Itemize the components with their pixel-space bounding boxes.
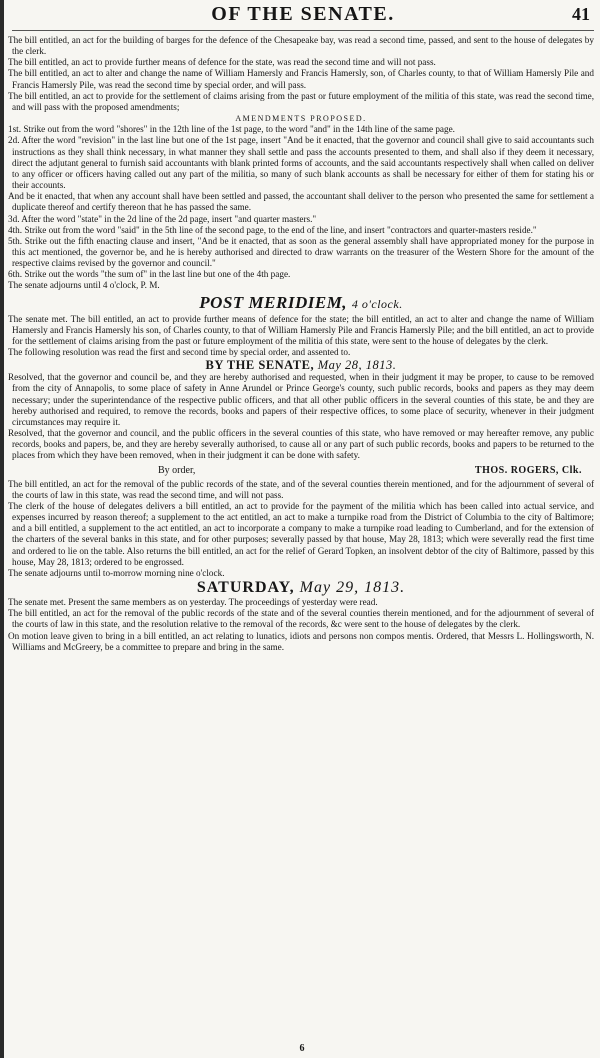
paragraph: The senate met. Present the same members as on yesterday. The proceedings of yesterday were read. [8,597,378,608]
paragraph: The bill entitled, an act to alter and change the name of William Hamersly and Francis Hamersly, son, of Charles county, to that of William Hamersly Pile and Francis Hamersly Pile, was read the second time by special order, and will pass. [8,68,594,90]
by-order-label: By order, [158,465,196,477]
paragraph: The senate met. The bill entitled, an act to provide further means of defence for the state; the bill entitled, an act to alter and change the name of William Hamersly and Francis Hamersly his son, of Charles county, to that of William Hamersly Pile and Francis Hamersly Pile; and the bill entitled, an act to provide for the settlement of claims arising from the past or future employment of the militia of this state, were sent to the house of delegates by the clerk. [8,313,594,346]
adjournment-line: The senate adjourns until to-morrow morning nine o'clock. [8,567,225,578]
amendment-item: 3d. After the word "state" in the 2d line of the 2d page, insert "and quarter masters." [8,213,317,224]
paragraph: The bill entitled, an act for the removal of the public records of the state, and of the several counties therein mentioned, and for the adjournment of several of the courts of law in this state, was read the second time, and will not pass. [8,478,594,500]
page-title: OF THE SENATE. [211,3,395,25]
by-the-senate-date: May 28, 1813. [317,358,397,373]
paragraph: On motion leave given to bring in a bill entitled, an act relating to lunatics, idiots and persons non compos mentis. Ordered, that Messrs L. Hollingsworth, N. Williams and McGreery, be a committee to prepare and bring in the same. [8,630,594,652]
amendment-item: 5th. Strike out the fifth enacting clause and insert, "And be it enacted, that as soon as the general assembly shall have appropriated money for the purpose in this act mentioned, the governor be, and he is hereby authorised and directed to draw warrants on the treasurer of the Western Shore for the amount of the respective claims revised by the governor and council." [8,235,594,269]
saturday-date: May 29, 1813. [299,579,406,597]
post-meridiem-time: 4 o'clock. [351,296,403,311]
paragraph: The bill entitled, an act to provide for the settlement of claims arising from the past or future employment of the militia of this state, was read the second time, and will pass with the proposed amendments; [8,90,594,112]
saturday-heading [8,579,594,597]
page-header [12,0,594,31]
paragraph: The bill entitled, an act for the building of barges for the defence of the Chesapeake bay, was read a second time, passed, and sent to the house of delegates by the clerk. [8,35,594,57]
paragraph: The bill entitled, an act for the removal of the public records of the state and of the several counties therein mentioned, and for the adjournment of several of the courts of law in this state, and the resolution relative to the removal of the records, &c were sent to the house of delegates by the clerk. [8,608,594,630]
post-meridiem-heading [8,293,594,314]
adjournment-line: The senate adjourns until 4 o'clock, P. M. [8,280,160,291]
amendment-item: 1st. Strike out from the word "shores" in the 12th line of the 1st page, to the word "and" in the 14th line of the same page. [8,124,455,135]
resolution: Resolved, that the governor and council, and the public officers in the several counties of this state, who have removed or may hereafter remove, any public records, books and papers, be, and they are hereby severally authorised, to cause all or any part of such public records, books and papers to be returned to the places from which they have been removed, when in their judgment it can be done with safety. [8,428,594,461]
footer-mark: 6 [299,1042,305,1054]
by-the-senate-title: BY THE SENATE, [205,358,315,373]
document-body [4,35,600,653]
resolution: Resolved, that the governor and council be, and they are hereby authorised and requested, when in their judgment it may be proper, to cause to be removed from the city of Annapolis, to some place of safety in Anne Arundel or Prince George's county, such public records, books and papers as they may deem necessary; under the superintendance of the respective public officers, and that all other public officers in the several counties of this state, be and they are hereby authorised and required, to remove the records, books and papers of their respective offices, to some place of security, whenever in their judgment circumstances may require it. [8,372,594,427]
clerk-signature: THOS. ROGERS, Clk. [474,465,582,477]
post-meridiem-title: POST MERIDIEM, [199,292,348,312]
paragraph: The following resolution was read the first and second time by special order, and assented to. [8,347,351,358]
amendments-heading: AMENDMENTS PROPOSED. [235,114,367,124]
amendment-item: 6th. Strike out the words "the sum of" in the last line but one of the 4th page. [8,269,291,280]
page-number: 41 [572,4,590,24]
by-the-senate-heading [8,358,594,372]
amendment-item: 2d. After the word "revision" in the last line but one of the 1st page, insert "And be it enacted, that the governor and council shall give to said accountants such instructions as they shall think necessary, in what manner they shall settle and pass the accounts presented to them, and shall also if they deem it necessary, direct the adjutant general to furnish said accountants with blank printed forms of accounts, and the said accountants respectively shall when called on deliver to any officer or officers having called out any part of the militia, so many of such blank accounts as shall be necessary for either of them for stating his or their accounts. [8,135,594,191]
saturday-title: SATURDAY, [196,579,295,597]
paragraph: The clerk of the house of delegates delivers a bill entitled, an act to provide for the payment of the militia which has been called into actual service, and expenses incurred by reason thereof; a supplement to the act entitled, an act to make a turnpike road from the District of Columbia to the city of Baltimore; and a bill entitled, a supplement to the act entitled, an act to incorporate a company to make a turnpike road leading to Cumberland, and for the extension of the charters of the several banks in this state, and for other purposes; severally passed by that house, May 28, 1813; which were severally read the first time and ordered to lie on the table. Also returns the bill entitled, an act for the relief of Gerard Topken, an insolvent debtor of the city of Baltimore, passed by this house, May 28, 1813; ordered to be engrossed. [8,500,594,567]
signoff [8,461,594,478]
amendment-item: 4th. Strike out from the word "said" in the 5th line of the second page, to the end of the line, and insert "contractors and quarter-masters reside." [8,224,537,235]
paragraph: The bill entitled, an act to provide further means of defence for the state, was read the second time and will not pass. [8,57,436,68]
amendment-item: And be it enacted, that when any account shall have been settled and passed, the accountant shall deliver to the person who presented the same for settlement a duplicate thereof and certify thereon that he has passed the same. [8,191,594,213]
